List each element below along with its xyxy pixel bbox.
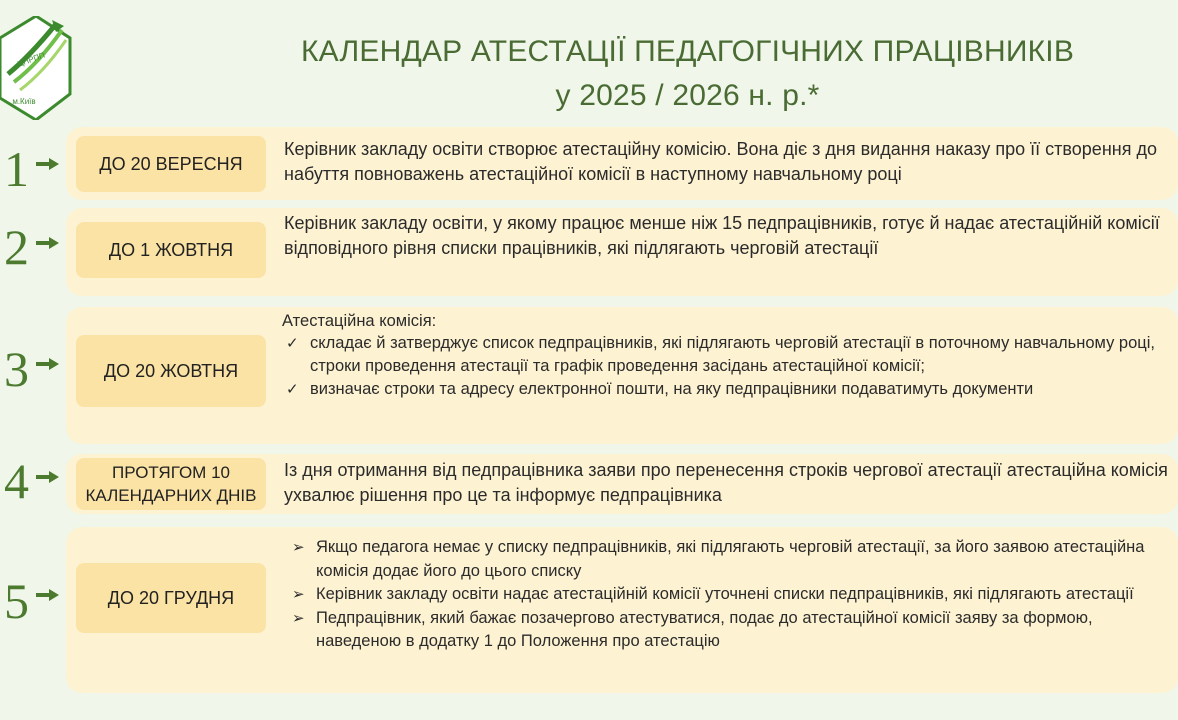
checkmark-icon: ✓ [286,335,299,352]
row-text: Керівник закладу освіти, у якому працює менше ніж 15 педпрацівників, готує й надає атестаційній комісії відповідного рівня списки працівників, які підлягають черговій атестації [284,213,1160,258]
deadline-line-2: КАЛЕНДАРНИХ ДНІВ [85,486,257,505]
deadline-badge: ДО 1 ЖОВТНЯ [76,222,266,278]
checkmark-icon: ✓ [286,381,299,398]
list-item [282,332,1178,378]
calendar-row-1 [66,127,1178,200]
calendar-row-5 [66,527,1178,693]
list-item [288,536,1172,583]
arrow-right-icon [36,470,60,484]
step-number-1: 1 [4,141,29,197]
step-number-3: 3 [4,341,29,397]
row-content [282,310,1178,401]
arrow-list [288,536,1172,654]
step-number-4: 4 [4,453,29,509]
arrowhead-bullet-icon: ➢ [292,539,305,556]
step-number-5: 5 [4,573,29,629]
deadline-line-1: ПРОТЯГОМ 10 [112,463,230,482]
page-title [200,30,1175,118]
deadline-badge: ДО 20 ГРУДНЯ [76,563,266,633]
logo-bottom-text: м.Київ [12,97,36,106]
list-item-text: складає й затверджує список педпрацівників, які підлягають черговій атестації в поточному навчальному році, строки проведення атестації та графік проведення засідань атестаційної комісії; [310,334,1155,375]
row-text: Із дня отримання від педпрацівника заяви про перенесення строків чергової атестації атестаційна комісія ухвалює рішення про це та інформує педпрацівника [284,460,1168,505]
list-item-text: визначає строки та адресу електронної пошти, на яку педпрацівники подаватимуть документи [310,380,1034,398]
title-line-1: КАЛЕНДАР АТЕСТАЦІЇ ПЕДАГОГІЧНИХ ПРАЦІВНИКІВ [300,35,1075,68]
list-item-text: Якщо педагога немає у списку педпрацівників, які підлягають черговій атестації, за його заявою атестаційна комісія додає його до цього списку [316,538,1145,580]
arrowhead-bullet-icon: ➢ [292,586,305,603]
title-line-2: у 2025 / 2026 н. р.* [555,79,820,112]
arrowhead-bullet-icon: ➢ [292,609,305,627]
row-lead-text: Атестаційна комісія: [282,312,437,330]
row-text: Керівник закладу освіти створює атестаційну комісію. Вона діє з дня видання наказу про її створення до набуття повноважень атестаційної комісії в наступному навчальному році [284,139,1157,184]
arrow-right-icon [36,157,60,171]
arrow-right-icon [36,588,60,602]
list-item [288,607,1172,654]
logo-top-text: ЦПРПП [16,50,47,69]
row-content [288,536,1172,654]
list-item-text: Керівник закладу освіти надає атестаційній комісії уточнені списки педпрацівників, які підлягають атестації [316,585,1134,603]
list-item [288,583,1172,607]
list-item [282,378,1178,401]
calendar-row-2 [66,208,1178,296]
check-list [282,332,1178,401]
arrow-right-icon [36,357,60,371]
list-item-text: Педпрацівник, який бажає позачергово атестуватися, подає до атестаційної комісії заяву за формою, наведеною в додатку 1 до Положення про атестацію [316,608,1093,650]
deadline-badge [76,458,266,510]
deadline-badge: ДО 20 ЖОВТНЯ [76,335,266,407]
calendar-row-4 [66,454,1178,514]
deadline-badge: ДО 20 ВЕРЕСНЯ [76,136,266,192]
arrow-right-icon [36,236,60,250]
step-number-2: 2 [4,219,29,275]
organization-logo [0,16,72,120]
calendar-row-3 [66,307,1178,444]
